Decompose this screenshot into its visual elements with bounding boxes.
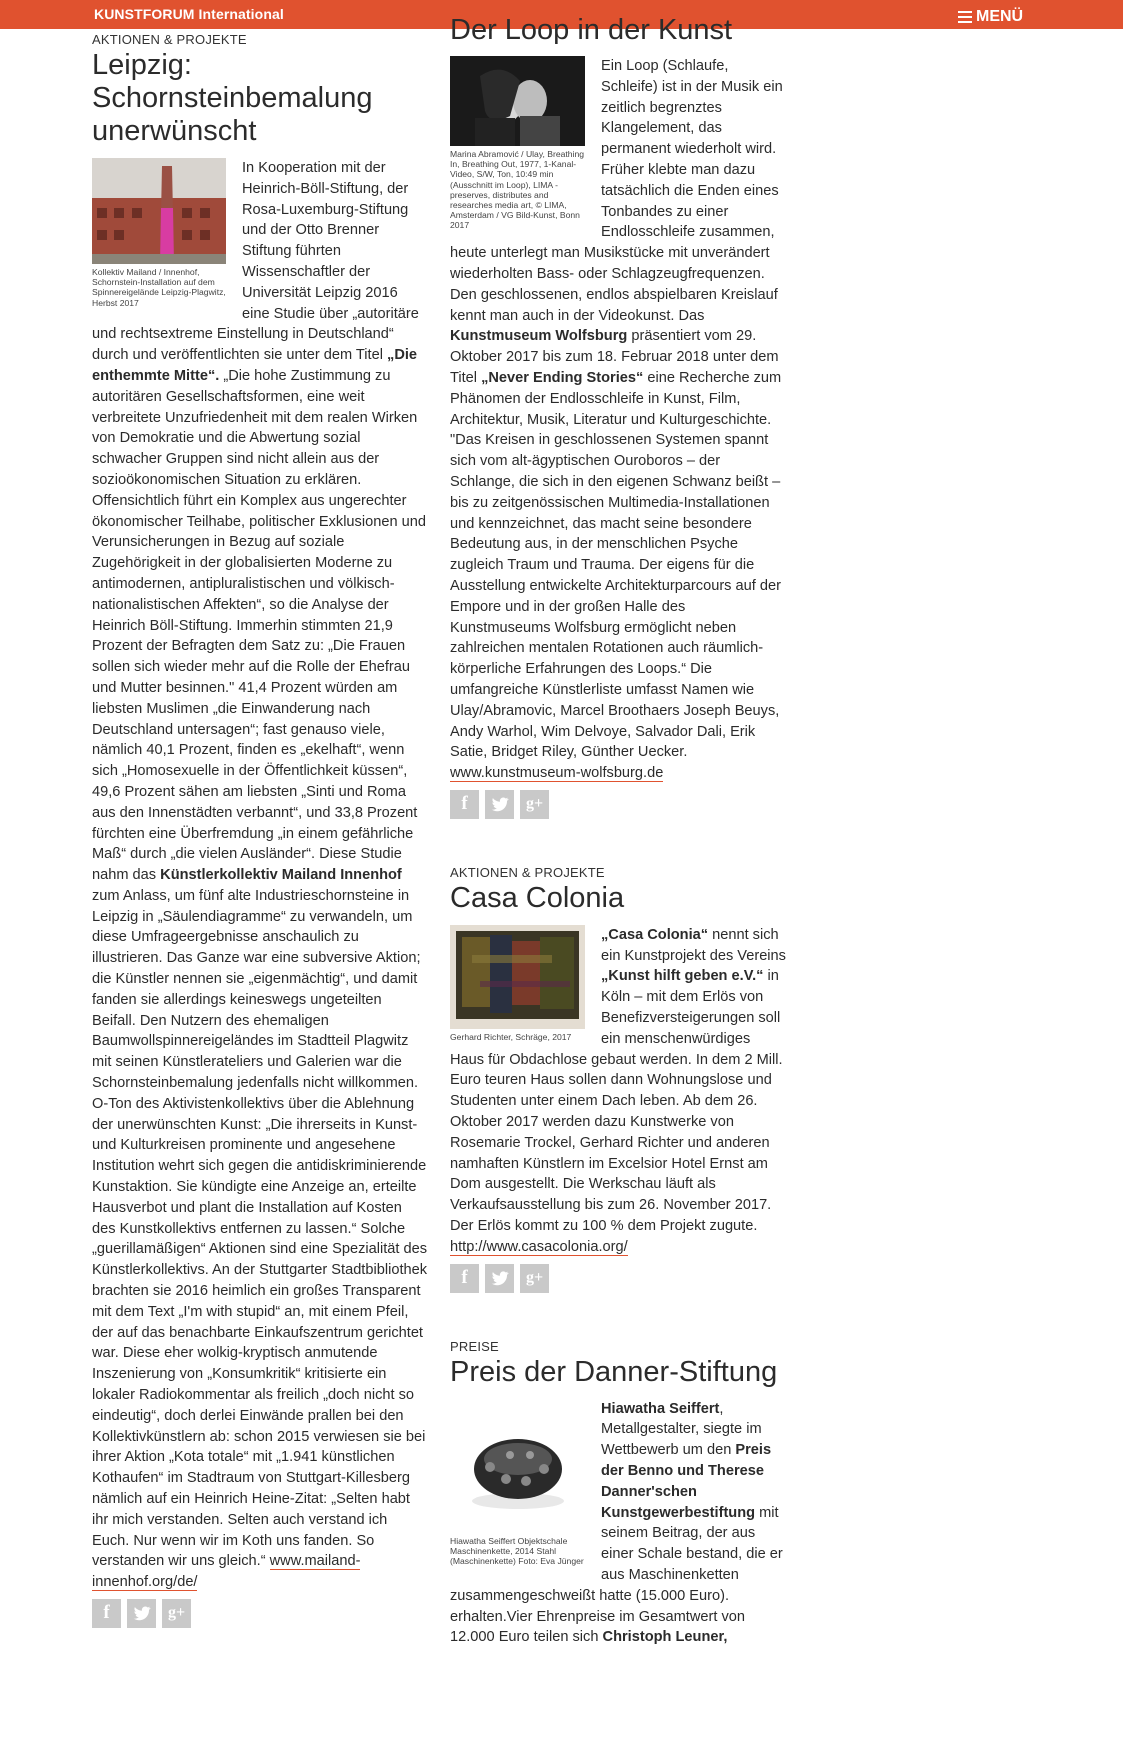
- article-text: In Kooperation mit der Heinrich-Böll-Stiftung, der Rosa-Luxemburg-Stiftung und der Otto Brenner Stiftung führten Wissenschaftler der Universität Leipzig 2016 eine Studie über „autoritäre und rechtsextreme Einstellung in Deutschland“ durch und veröffentlichten sie unter dem Titel: [92, 160, 419, 364]
- collective-name: Künstlerkollektiv Mailand Innenhof: [160, 867, 402, 884]
- article-text: „Die hohe Zustimmung zu autoritären Gesellschaftsformen, eine weit verbreitete Unzufriedenheit mit dem realen Wirken von Demokratie und die Abwertung sozial schwacher Gruppen sind nicht allein aus der sozioökonomischen Situation zu erklären. Offensichtlich führt ein Komplex aus ungerechter ökonomischer Teilhabe, politischer Exklusionen und Verunsicherungen in Bezug auf soziale Zugehörigkeit in der globalisierten Moderne zu antimodernen, antipluralistischen und völkisch-nationalistischen Affekten“, so die Analyse der Heinrich Böll-Stiftung. Immerhin stimmten 21,9 Prozent der Befragten dem Satz zu: „Die Frauen sollen sich wieder mehr auf die Rolle der Ehefrau und Mutter besinnen." 41,4 Prozent würden am liebsten Muslimen „die Einwanderung nach Deutschland untersagen“; fast genauso viele, nämlich 40,1 Prozent, finden es „ekelhaft“, wenn sich „Homosexuelle in der Öffentlichkeit küssen“, 49,6 Prozent sähen am liebsten „Sinti und Roma aus den Innenstädten verbannt“, und 33,8 Prozent fürchten eine Überfremdung „in einem gefährliche Maß“ durch „die vielen Ausländer“. Diese Studie nahm das: [92, 367, 426, 884]
- article-text: eine Recherche zum Phänomen der Endlosschleife in Kunst, Film, Architektur, Musik, Literatur und Kulturgeschichte. "Das Kreisen in geschlossenen Systemen spannt sich vom alt-ägyptischen Ouroboros – der Schlange, die sich in den eigenen Schwanz beißt – bis zu zeitgenössischen Multimedia-Installationen und kennzeichnet, das macht seine besondere Bedeutung aus, in der menschlichen Psyche zugleich Traum und Trauma. Der eigens für die Ausstellung entwickelte Architekturparcours auf der Empore und in der großen Halle des Kunstmuseums Wolfsburg ermöglicht neben zahlreichen mentalen Rotationen auch räumlich-körperliche Erfahrungen des Loops.“ Die umfangreiche Künstlerliste umfasst Namen wie Ulay/Abramovic, Marcel Broothaers Joseph Beuys, Andy Warhol, Wim Delvoye, Salvador Dali, Erik Satie, Bridget Riley, Günther Uecker.: [450, 369, 782, 761]
- article-figure: [450, 56, 585, 231]
- article-link[interactable]: www.mailand-innenhof.org/de/: [92, 1553, 361, 1591]
- share-bar: [450, 790, 788, 819]
- figure-caption: Gerhard Richter, Schräge, 2017: [450, 1031, 572, 1042]
- article-loop: [450, 4, 788, 819]
- menu-button[interactable]: [958, 8, 1023, 26]
- chimney-photo[interactable]: [92, 158, 226, 264]
- article-category: AKTIONEN & PROJEKTE: [92, 32, 247, 47]
- article-category: PREISE: [450, 1338, 499, 1354]
- article-figure: [450, 1399, 585, 1567]
- twitter-share-icon[interactable]: [485, 790, 514, 819]
- figure-caption: Hiawatha Seiffert Objektschale Maschinenkette, 2014 Stahl (Maschinenkette) Foto: Eva Jünger: [450, 1535, 584, 1567]
- winner-name: Hiawatha Seiffert: [601, 1400, 720, 1417]
- right-column: [450, 4, 788, 1648]
- article-link[interactable]: http://www.casacolonia.org/: [450, 1238, 628, 1255]
- hamburger-icon: [958, 11, 972, 23]
- figure-caption: Marina Abramović / Ulay, Breathing In, Breathing Out, 1977, 1-Kanal-Video, S/W, Ton, 10:49 min (Ausschnitt im Loop), LIMA - preserves, distributes and researches media art, © LIMA, Amsterdam / VG Bild-Kunst, Bonn 2017: [450, 149, 585, 231]
- article-leipzig: [92, 32, 428, 1628]
- honoree-name: Christoph Leuner,: [602, 1629, 728, 1646]
- share-bar: [92, 1599, 428, 1628]
- article-figure: [92, 158, 226, 308]
- article-title[interactable]: Der Loop in der Kunst: [450, 14, 733, 44]
- facebook-share-icon[interactable]: f: [92, 1599, 121, 1628]
- richter-painting-photo[interactable]: [450, 925, 585, 1029]
- googleplus-share-icon[interactable]: g+: [162, 1599, 191, 1628]
- facebook-share-icon[interactable]: f: [450, 790, 479, 819]
- article-text: nennt sich ein Kunstprojekt des Vereins: [601, 926, 786, 964]
- exhibition-title: „Never Ending Stories“: [481, 369, 644, 386]
- study-title: „Die enthemmte Mitte“.: [92, 347, 418, 384]
- project-name: „Casa Colonia“: [601, 926, 709, 943]
- article-text: mit seinem Beitrag, der aus einer Schale bestand, die er aus Maschinenketten zusammengeschweißt hatte (15.000 Euro). erhalten.Vier Ehrenpreise im Gesamtwert von 12.000 Euro teilen sich: [450, 1504, 783, 1646]
- article-casa-colonia: [450, 865, 788, 1293]
- chain-bowl-photo[interactable]: [450, 1399, 585, 1533]
- association-name: „Kunst hilft geben e.V.“: [601, 968, 764, 985]
- facebook-share-icon[interactable]: f: [450, 1264, 479, 1293]
- article-text: , Metallgestalter, siegte im Wettbewerb um den: [601, 1400, 762, 1459]
- share-bar: [450, 1264, 788, 1293]
- site-logo[interactable]: KUNSTFORUM International: [94, 6, 284, 22]
- googleplus-share-icon[interactable]: g+: [520, 1264, 549, 1293]
- article-title[interactable]: Casa Colonia: [450, 881, 625, 914]
- article-text: in Köln – mit dem Erlös von Benefizversteigerungen soll ein menschenwürdiges Haus für Obdachlose gebaut werden. In dem 2 Mill. Euro teuren Haus sollen dann Wohnungslose und Studenten unter einem Dach leben. Ab dem 26. Oktober 2017 werden dazu Kunstwerke von Rosemarie Trockel, Gerhard Richter und anderen namhaften Künstlern im Excelsior Hotel Ernst am Dom ausgestellt. Die Werkschau läuft als Verkaufsausstellung bis zum 26. November 2017. Der Erlös kommt zu 100 % dem Projekt zugute.: [450, 968, 783, 1235]
- abramovic-ulay-photo[interactable]: [450, 56, 585, 146]
- article-title[interactable]: Leipzig: Schornsteinbemalung unerwünscht: [92, 49, 373, 147]
- article-text: Ein Loop (Schlaufe, Schleife) ist in der Musik ein zeitlich begrenztes Klangelement, das permanent wiederholt wird. Früher klebte man dazu tatsächlich die Enden eines Tonbandes zu einer Endlosschleife zusammen, heute unterlegt man Musikstücke mit unverändert wiederholten Bass- oder Schlagzeugfrequenzen. Den geschlossenen, endlos abspielbaren Kreislauf kennt man auch in der Videokunst. Das: [450, 58, 783, 324]
- twitter-share-icon[interactable]: [485, 1264, 514, 1293]
- article-title[interactable]: Preis der Danner-Stiftung: [450, 1355, 778, 1388]
- article-text: zum Anlass, um fünf alte Industrieschornsteine in Leipzig in „Säulendiagramme“ zu verwandeln, um diese Umfrageergebnisse anschaulich zu illustrieren. Das Ganze war eine subversive Aktion; die Künstler nennen sie „eigenmächtig“, und damit fanden sie allerdings keineswegs ungeteilten Beifall. Den Nutzern des ehemaligen Baumwollspinnereigeländes im Stadtteil Plagwitz mit seinen Künstlerateliers und Galerien war die Schornsteinbemalung jedenfalls nicht willkommen. O-Ton des Aktivistenkollektivs über die Ablehnung der unerwünschten Kunst: „Die ihrerseits in Kunst- und Kulturkreisen prominente und angesehene Institution wehrt sich gegen die antidiskriminierende Kunstaktion. Sie kündigte eine Anzeige an, erteilte Hausverbot und plant die Installation auf Kosten des Kunstkollektivs entfernen zu lassen.“ Solche „guerillamäßigen“ Aktionen sind eine Spezialität des Künstlerkollektivs. An der Stuttgarter Stadtbibliothek brachten sie 2016 heimlich ein großes Transparent mit dem Text „I'm with stupid“ an, mit einem Pfeil, der auf das benachbarte Einkaufszentrum gerichtet war. Diese eher wolkig-kryptisch anmutende Inszenierung von „Konsumkritik“ kritisierte ein lokaler Radiokommentar als freilich „doch nicht so eindeutig“, doch derlei Einwände prallen bei den Kollektivkünstlern ab: schon 2015 verwiesen sie bei ihrer Aktion „Kota totale“ mit „1.941 künstlichen Kothaufen“ im Stadtraum von Stuttgart-Killesberg nämlich auf ein Heinrich Heine-Zitat: „Selten habt ihr mich verstanden. Selten auch verstand ich Euch. Nur wenn wir im Koth uns fanden. So verstanden wir uns gleich.“: [92, 887, 428, 1570]
- article-link[interactable]: www.kunstmuseum-wolfsburg.de: [450, 765, 664, 782]
- twitter-share-icon[interactable]: [127, 1599, 156, 1628]
- menu-label: MENÜ: [976, 8, 1024, 25]
- article-danner-prize: [450, 1339, 788, 1649]
- prize-name: Preis der Benno und Therese Danner'schen Kunstgewerbestiftung: [601, 1442, 772, 1521]
- museum-name: Kunstmuseum Wolfsburg: [450, 328, 628, 345]
- figure-caption: Kollektiv Mailand / Innenhof, Schornstein-Installation auf dem Spinnereigelände Leipzig-Plagwitz, Herbst 2017: [92, 267, 226, 308]
- googleplus-share-icon[interactable]: g+: [520, 790, 549, 819]
- article-figure: [450, 925, 585, 1042]
- article-text: präsentiert vom 29. Oktober 2017 bis zum 18. Februar 2018 unter dem Titel: [450, 328, 779, 386]
- article-category: AKTIONEN & PROJEKTE: [450, 864, 605, 880]
